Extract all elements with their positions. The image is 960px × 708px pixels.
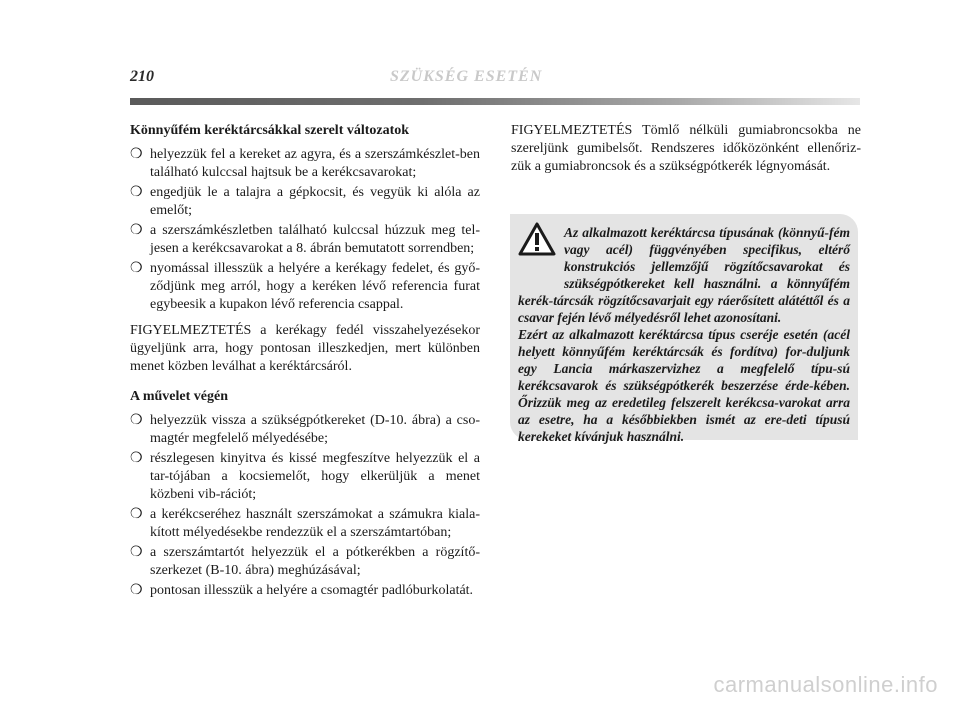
heading-end-of-operation: A művelet végén	[130, 389, 228, 404]
list-item-text: helyezzük fel a kereket az agyra, és a szerszámkészlet-ben található kulccsal hajtsuk be a kerékcsavarokat;	[150, 147, 480, 180]
bullet-circle-icon: ❍	[130, 223, 143, 238]
list-item-text: a szerszámtartót helyezzük el a pótkerékben a rögzítő-szerkezet (B-10. ábra) meghúzásával;	[150, 545, 480, 578]
list-item-text: helyezzük vissza a szükségpótkereket (D-10. ábra) a cso-magtér megfelelő mélyedésébe;	[150, 413, 480, 446]
list-item	[130, 222, 480, 258]
list-item	[130, 544, 480, 580]
heading-alloy-wheels: Könnyűfém keréktárcsákkal szerelt változatok	[130, 123, 410, 138]
list-item-text: a szerszámkészletben található kulccsal húzzuk meg tel-jesen a kerékcsavarokat a 8. ábrán bemutatott sorrendben;	[150, 223, 480, 256]
section-title: SZÜKSÉG ESETÉN	[390, 68, 543, 85]
list-item-text: pontosan illesszük a helyére a csomagtér padlóburkolatát.	[150, 583, 474, 598]
list-item	[130, 260, 480, 314]
list-item	[130, 506, 480, 542]
right-column	[511, 122, 861, 176]
list-item	[130, 412, 480, 448]
bullet-list-end	[130, 412, 480, 600]
left-column	[130, 122, 480, 602]
warning-text-part2: Ezért az alkalmazott keréktárcsa típus cseréje esetén (acél helyett könnyűfém keréktárcsák és fordítva) for-duljunk egy Lancia márkaszervizhez a megfelelő típu-sú kerékcsavarok és szükségpótkerék beszerzése érde-kében. Őrizzük meg az eredetileg felszerelt kerékcsa-varokat arra az esetre, ha a későbbiekben ismét az ere-deti típusú kerekeket kívánjuk használni.	[518, 327, 850, 444]
warning-text-part1: Az alkalmazott keréktárcsa típusának (könnyű-fém vagy acél) függvényében specifikus, eltérő konstrukciós jellemzőjű rögzítőcsavarokat és szükségpótkereket kell használni. a könnyűfém kerék-tárcsák rögzítőcsavarjait egy ráerősített alátéttől és a csavar fején lévő mélyedésről lehet azonosítani.	[518, 225, 850, 325]
list-item-text: nyomással illesszük a helyére a kerékagy fedelet, és győ-ződjünk meg arról, hogy a keréken lévő referencia furat egybeesik a kupakon lévő referencia csappal.	[150, 261, 480, 312]
bullet-circle-icon: ❍	[130, 451, 143, 466]
bullet-circle-icon: ❍	[130, 147, 143, 162]
list-item-text: részlegesen kinyitva és kissé megfeszítve helyezzük el a tar-tójában a kocsiemelőt, hogy elkerüljük a menet közbeni vib-rációt;	[150, 451, 480, 502]
bullet-list-alloy	[130, 146, 480, 314]
list-item	[130, 184, 480, 220]
caution-paragraph-tubeless: FIGYELMEZTETÉS Tömlő nélküli gumiabroncsokba ne szereljünk gumibelsőt. Rendszeres időközönként ellenőriz-zük a gumiabroncsok és a szükségpótkerék légnyomását.	[511, 123, 861, 174]
list-item	[130, 146, 480, 182]
warning-text	[518, 224, 850, 445]
page-number: 210	[130, 68, 154, 85]
list-item	[130, 582, 480, 600]
watermark: carmanualsonline.info	[713, 672, 938, 697]
list-item	[130, 450, 480, 504]
bullet-circle-icon: ❍	[130, 583, 143, 598]
bullet-circle-icon: ❍	[130, 185, 143, 200]
bullet-circle-icon: ❍	[130, 261, 143, 276]
caution-paragraph-hubcap: FIGYELMEZTETÉS a kerékagy fedél visszahelyezésekor ügyeljünk arra, hogy pontosan illeszkedjen, mert különben menet közben leválhat a keréktárcsáról.	[130, 323, 480, 374]
bullet-circle-icon: ❍	[130, 413, 143, 428]
bullet-circle-icon: ❍	[130, 507, 143, 522]
list-item-text: engedjük le a talajra a gépkocsit, és vegyük ki alóla az emelőt;	[150, 185, 480, 218]
header-rule	[130, 98, 860, 105]
bullet-circle-icon: ❍	[130, 545, 143, 560]
list-item-text: a kerékcseréhez használt szerszámokat a számukra kiala-kított mélyedésekbe rendezzük el a szerszámtartóban;	[150, 507, 480, 540]
